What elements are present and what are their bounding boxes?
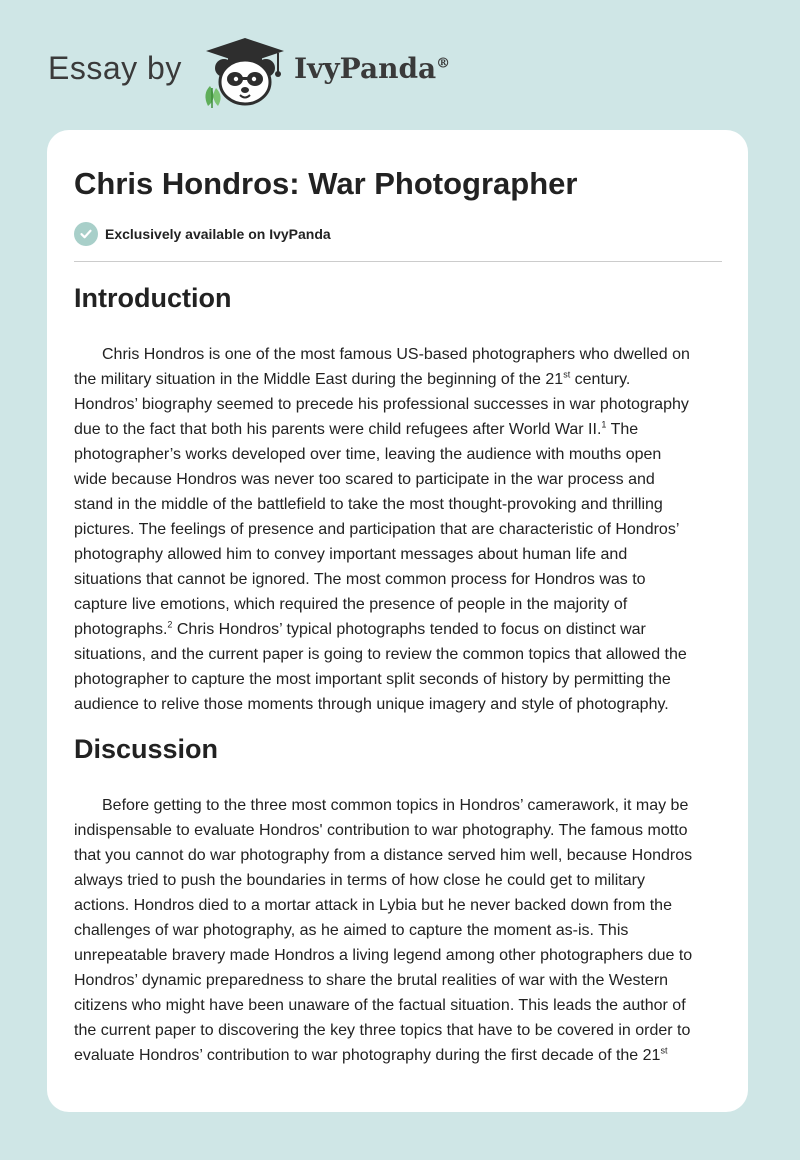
paragraph-discussion: Before getting to the three most common topics in Hondros’ camerawork, it may be indispensable to evaluate Hondros' contribution to war photography. The famous motto that you cannot do war photography from a distance served him well, because Hondros always tried to push the boundaries in terms of how close he could get to military actions. Hondros died to a mortar attack in Lybia but he never backed down from the challenges of war photography, as he aimed to capture the moment as-is. This unrepeatable bravery made Hondros a living legend among other photographers due to Hondros’ dynamic preparedness to share the brutal realities of war with the Western citizens who might have been unaware of the factual situation. This leads the author of the current paper to discovering the key three topics that have to be covered in order to evaluate Hondros’ contribution to war photography during the first decade of the 21st <box>74 797 693 1064</box>
check-circle-icon <box>74 222 98 246</box>
essay-card <box>47 130 748 1112</box>
exclusive-badge <box>74 222 331 246</box>
site-header <box>0 0 800 130</box>
section-heading-discussion: Discussion <box>74 734 219 764</box>
badge-label: Exclusively available on IvyPanda <box>105 226 331 242</box>
registered-mark: ® <box>436 55 451 72</box>
essay-by-label: Essay by <box>48 50 182 86</box>
paragraph-introduction: Chris Hondros is one of the most famous US-based photographers who dwelled on the military situation in the Middle East during the beginning of the 21st century. Hondros’ biography seemed to precede his professional successes in war photography due to the fact that both his parents were child refugees after World War II.$^1$ The photographer’s works developed over time, leaving the audience with mouths open wide because Hondros was never too scared to participate in the war process and stand in the middle of the battlefield to take the most thought-provoking and thrilling pictures. The feelings of presence and participation that are characteristic of Hondros’ photography allowed him to convey important messages about human life and situations that cannot be ignored. The most common process for Hondros was to capture live emotions, which required the presence of people in the majority of photographs.$^2$ Chris Hondros’ typical photographs tended to focus on distinct war situations, and the current paper is going to review the common topics that allowed the photographer to capture the most important split seconds of history by permitting the audience to relive those moments through unique imagery and style of photography. <box>74 346 690 713</box>
essay-title: Chris Hondros: War Photographer <box>74 166 578 201</box>
brand-name[interactable] <box>294 52 450 85</box>
divider <box>74 261 722 262</box>
footnote-ref: 1 <box>601 419 607 430</box>
panda-graduate-icon[interactable] <box>200 36 290 108</box>
section-heading-introduction: Introduction <box>74 283 232 313</box>
footnote-ref: 2 <box>167 619 173 630</box>
brand-name-text: IvyPanda <box>294 52 437 85</box>
